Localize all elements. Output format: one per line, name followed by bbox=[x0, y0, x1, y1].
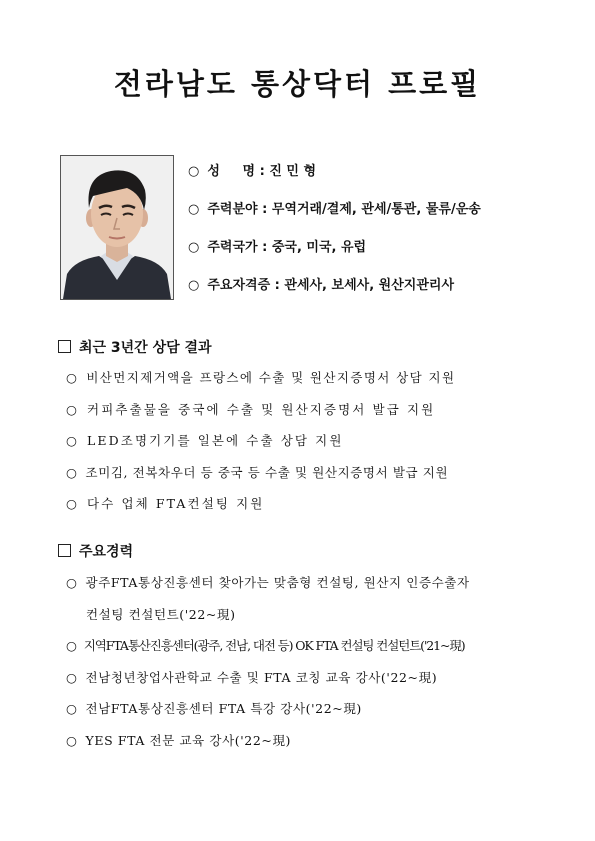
profile-name: 성 명 : 진 민 형 bbox=[207, 164, 317, 179]
list-item bbox=[66, 368, 455, 400]
profile-countries: 주력국가 : 중국, 미국, 유럽 bbox=[207, 240, 367, 255]
list-item-text: YES FTA 전문 교육 강사('22~現) bbox=[85, 732, 292, 748]
circle-bullet-icon: ○ bbox=[66, 370, 79, 385]
circle-bullet-icon: ○ bbox=[66, 701, 78, 716]
profile-countries-row bbox=[188, 236, 481, 274]
list-item bbox=[66, 431, 455, 463]
square-box-icon bbox=[58, 340, 71, 353]
section-heading-text: 주요경력 bbox=[79, 544, 134, 560]
circle-bullet-icon: ○ bbox=[66, 496, 80, 511]
square-box-icon bbox=[58, 544, 71, 557]
profile-photo bbox=[60, 155, 174, 300]
list-item-text: 다수 업체 FTA컨설팅 지원 bbox=[87, 496, 265, 511]
circle-bullet-icon: ○ bbox=[188, 278, 200, 293]
list-item bbox=[66, 400, 455, 432]
career-list bbox=[66, 573, 470, 762]
circle-bullet-icon: ○ bbox=[188, 202, 200, 217]
profile-field: 주력분야 : 무역거래/결제, 관세/통관, 물류/운송 bbox=[207, 202, 481, 217]
circle-bullet-icon: ○ bbox=[66, 638, 76, 653]
list-item bbox=[66, 463, 455, 495]
consulting-results-list bbox=[66, 368, 455, 526]
list-item-text: 커피추출물을 중국에 수출 및 원산지증명서 발급 지원 bbox=[87, 401, 436, 417]
circle-bullet-icon: ○ bbox=[66, 464, 78, 480]
list-item bbox=[66, 494, 455, 526]
profile-field-row bbox=[188, 198, 481, 236]
section-heading-consulting bbox=[58, 337, 212, 357]
list-item bbox=[66, 636, 470, 668]
list-item-text: 조미김, 전복차우더 등 중국 등 수출 및 원산지증명서 발급 지원 bbox=[85, 464, 449, 480]
profile-certificates: 주요자격증 : 관세사, 보세사, 원산지관리사 bbox=[207, 278, 455, 293]
person-portrait-icon bbox=[61, 156, 173, 299]
section-heading-text: 최근 3년간 상담 결과 bbox=[79, 340, 212, 356]
list-item bbox=[66, 573, 470, 605]
list-item-continuation bbox=[66, 605, 470, 637]
circle-bullet-icon: ○ bbox=[66, 669, 78, 685]
list-item-text: 컨설팅 컨설턴트('22~現) bbox=[86, 606, 236, 622]
circle-bullet-icon: ○ bbox=[188, 164, 200, 179]
circle-bullet-icon: ○ bbox=[66, 401, 80, 417]
list-item-text: 전남청년창업사관학교 수출 및 FTA 코칭 교육 강사('22~現) bbox=[85, 669, 438, 685]
list-item-text: 비산먼지제거액을 프랑스에 수출 및 원산지증명서 상담 지원 bbox=[86, 370, 456, 385]
circle-bullet-icon: ○ bbox=[66, 575, 78, 590]
list-item-text: 광주FTA통상진흥센터 찾아가는 맞춤형 컨설팅, 원산지 인증수출자 bbox=[85, 575, 470, 590]
profile-info bbox=[188, 160, 481, 312]
list-item bbox=[66, 699, 470, 731]
list-item bbox=[66, 731, 470, 763]
list-item-text: 전남FTA통상진흥센터 FTA 특강 강사('22~現) bbox=[85, 701, 362, 716]
profile-certificates-row bbox=[188, 274, 481, 312]
section-heading-career bbox=[58, 541, 133, 561]
circle-bullet-icon: ○ bbox=[66, 433, 80, 448]
list-item-text: LED조명기기를 일본에 수출 상담 지원 bbox=[87, 433, 344, 448]
page-title: 전라남도 통상닥터 프로필 bbox=[113, 67, 482, 101]
list-item-text: 지역FTA통산진흥센터(광주, 전남, 대전 등) OK FTA 컨설팅 컨설턴트('21~現) bbox=[83, 638, 465, 653]
circle-bullet-icon: ○ bbox=[188, 240, 200, 255]
profile-name-row bbox=[188, 160, 481, 198]
list-item bbox=[66, 668, 470, 700]
circle-bullet-icon: ○ bbox=[66, 732, 78, 748]
